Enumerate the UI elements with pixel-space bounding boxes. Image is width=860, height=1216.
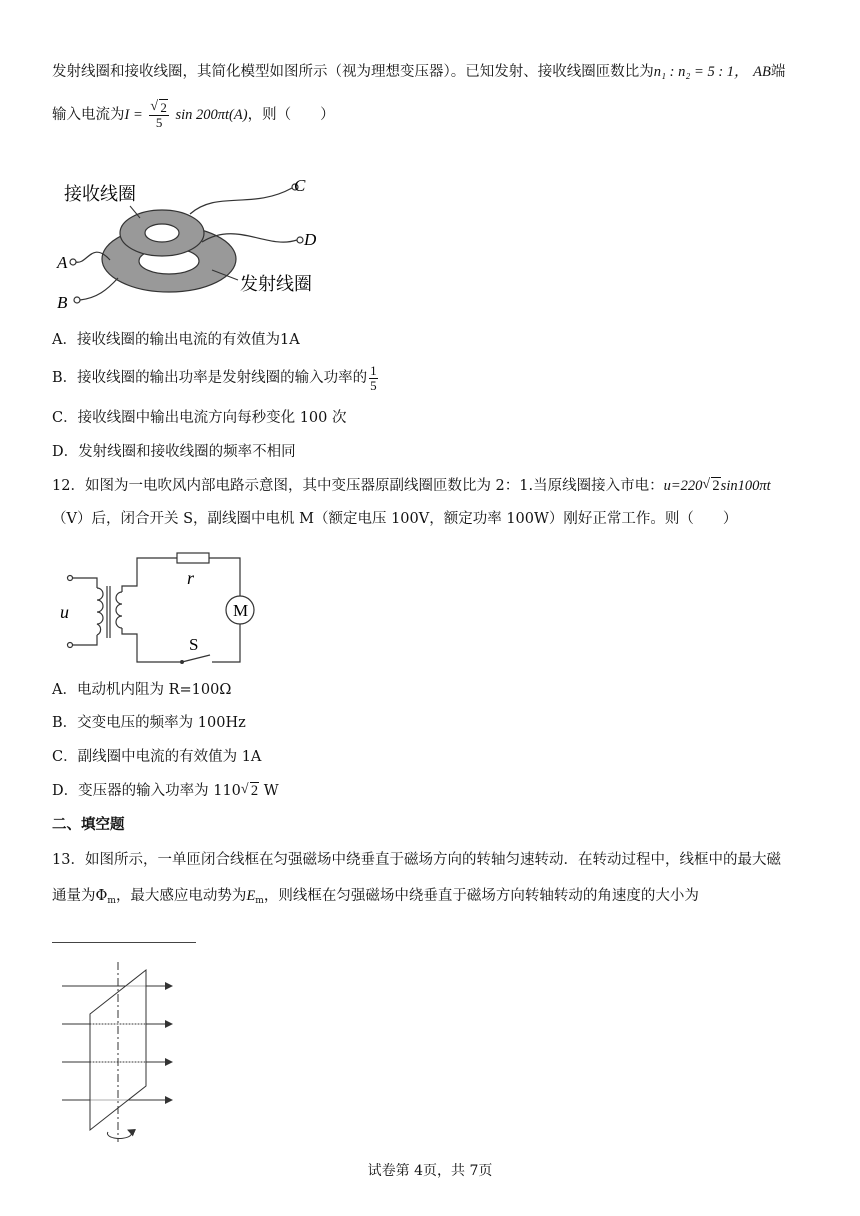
terminal-b-label: B [57, 293, 68, 312]
primary-coil [97, 588, 103, 635]
transmit-coil-label: 发射线圈 [240, 274, 312, 295]
rotation-arrow-icon [107, 1130, 131, 1139]
q12-voltage-root: 2 [712, 478, 720, 494]
q11-intro-end: 端 [770, 64, 786, 80]
switch-label: S [189, 635, 199, 654]
q12-circuit-figure [52, 548, 272, 673]
q11-coil-figure [52, 170, 342, 320]
q12-voltage-rest: sin100πt [720, 478, 771, 494]
q13-frame-figure [58, 962, 188, 1152]
q13-question-text: ，则线框在匀强磁场中绕垂直于磁场方向转轴转动的角速度的大小为 [263, 888, 699, 904]
q12-line2: （V）后，闭合开关 S，副线圈中电机 M（额定电压 100V，额定功率 100W）刚好正常工作。则（ ） [52, 511, 738, 527]
secondary-coil [116, 592, 122, 628]
resistor-r [177, 553, 209, 563]
q13-emf-sub: m [255, 896, 264, 906]
q12-option-d [52, 781, 279, 801]
q11-current-fraction [149, 101, 169, 130]
q12-option-b: B．交变电压的频率为 100Hz [52, 715, 246, 731]
q11-option-b-num: 1 [370, 362, 377, 378]
q11-current-den: 5 [155, 114, 163, 130]
q11-ab-label: AB [753, 64, 771, 80]
q12-option-d-unit: W [259, 783, 279, 799]
q11-question-end: ，则（ ） [247, 107, 335, 123]
q11-option-b-fraction [369, 364, 378, 393]
q12-option-d-text: D．变压器的输入功率为 110 [52, 783, 241, 799]
q13-flux-sub: m [107, 896, 116, 906]
q12-option-d-root: 2 [250, 783, 259, 799]
terminal-d-label: D [304, 230, 317, 249]
q11-turns-ratio: n₁ : n₂ = 5 : 1， [653, 64, 749, 80]
switch-s [182, 655, 210, 662]
q11-current-prefix: 输入电流为 [52, 107, 125, 123]
q11-option-b [52, 358, 380, 398]
q12-stem-text: 12．如图为一电吹风内部电路示意图，其中变压器原副线圈匝数比为 2：1.当原线圈接入市电： [52, 478, 664, 494]
page-footer: 试卷第 4页，共 7页 [367, 1163, 493, 1179]
receive-coil-label: 接收线圈 [64, 184, 136, 205]
r-label: r [187, 568, 195, 588]
u-label: u [60, 602, 69, 622]
motor-label: M [233, 601, 249, 620]
q12-voltage-lhs: u=220 [663, 478, 703, 494]
q13-line2 [52, 886, 699, 911]
q12-line1 [52, 476, 771, 496]
section-heading: 二、填空题 [52, 817, 125, 833]
answer-blank-line [52, 942, 196, 943]
q13-flux-text: 通量为Φ [52, 888, 108, 904]
q11-current-lhs: I = [124, 107, 143, 123]
q11-intro-line1 [52, 62, 785, 82]
q12-option-a: A．电动机内阻为 R=100Ω [52, 682, 232, 698]
q13-line1: 13．如图所示，一单匝闭合线框在匀强磁场中绕垂直于磁场方向的转轴匀速转动．在转动过程中，线框中的最大磁 [52, 852, 781, 868]
q11-current-rest: sin 200πt(A) [175, 107, 248, 123]
q11-intro-text: 发射线圈和接收线圈，其简化模型如图所示（视为理想变压器）。已知发射、接收线圈匝数比为 [52, 64, 654, 80]
q11-intro-line2 [52, 95, 335, 135]
q11-option-c: C．接收线圈中输出电流方向每秒变化 100 次 [52, 410, 347, 426]
q11-option-b-text: B．接收线圈的输出功率是发射线圈的输入功率的 [52, 370, 368, 386]
q11-option-d: D．发射线圈和接收线圈的频率不相同 [52, 444, 296, 460]
q12-option-c: C．副线圈中电流的有效值为 1A [52, 749, 262, 765]
q11-option-a: A．接收线圈的输出电流的有效值为1A [52, 332, 300, 348]
q11-option-b-den: 5 [370, 377, 377, 393]
q13-emf-symbol: E [246, 888, 256, 904]
terminal-a-label: A [57, 253, 68, 272]
q13-emf-text: ，最大感应电动势为 [115, 888, 247, 904]
q11-current-num: 2 [160, 99, 167, 115]
terminal-c-label: C [294, 176, 306, 195]
